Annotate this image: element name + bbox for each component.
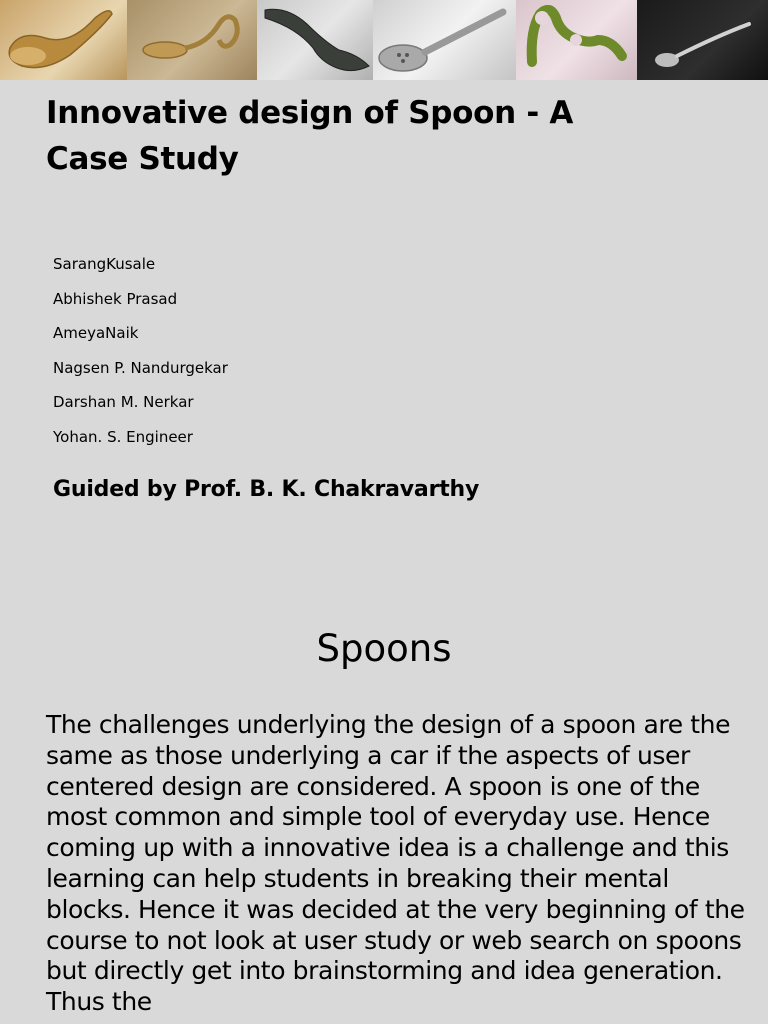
author-name: AmeyaNaik [53,324,139,343]
author-name: Darshan M. Nerkar [53,393,194,412]
golden-spoon-icon [0,0,127,80]
green-loop-spoon-icon [516,0,637,80]
silver-spork-icon [373,0,516,80]
dark-spoon-icon [257,0,373,80]
author-list [53,247,228,455]
thin-silver-spoon-icon [637,0,768,80]
author-name: Abhishek Prasad [53,289,178,308]
photo-banner [0,0,768,80]
guided-by: Guided by Prof. B. K. Chakravarthy [53,477,480,502]
author-name: Nagsen P. Nandurgekar [53,358,228,377]
section-paragraph: The challenges underlying the design of a spoon are the same as those underlying a car if the aspects of user centered design are considered. A spoon is one of the most common and simple tool of everyday use. Hence coming up with a innovative idea is a challenge and this learning can help students in breaking their mental blocks. Hence it was decided at the very beginning of the course to not look at user study or web search on spoons but directly get into brainstorming and idea generation. Thus the [46,710,745,1017]
document-title: Innovative design of Spoon - A Case Study [46,95,574,177]
loop-spoon-icon [127,0,257,80]
author-name: Yohan. S. Engineer [53,427,193,446]
author-name: SarangKusale [53,255,156,273]
section-title: Spoons [316,627,452,670]
